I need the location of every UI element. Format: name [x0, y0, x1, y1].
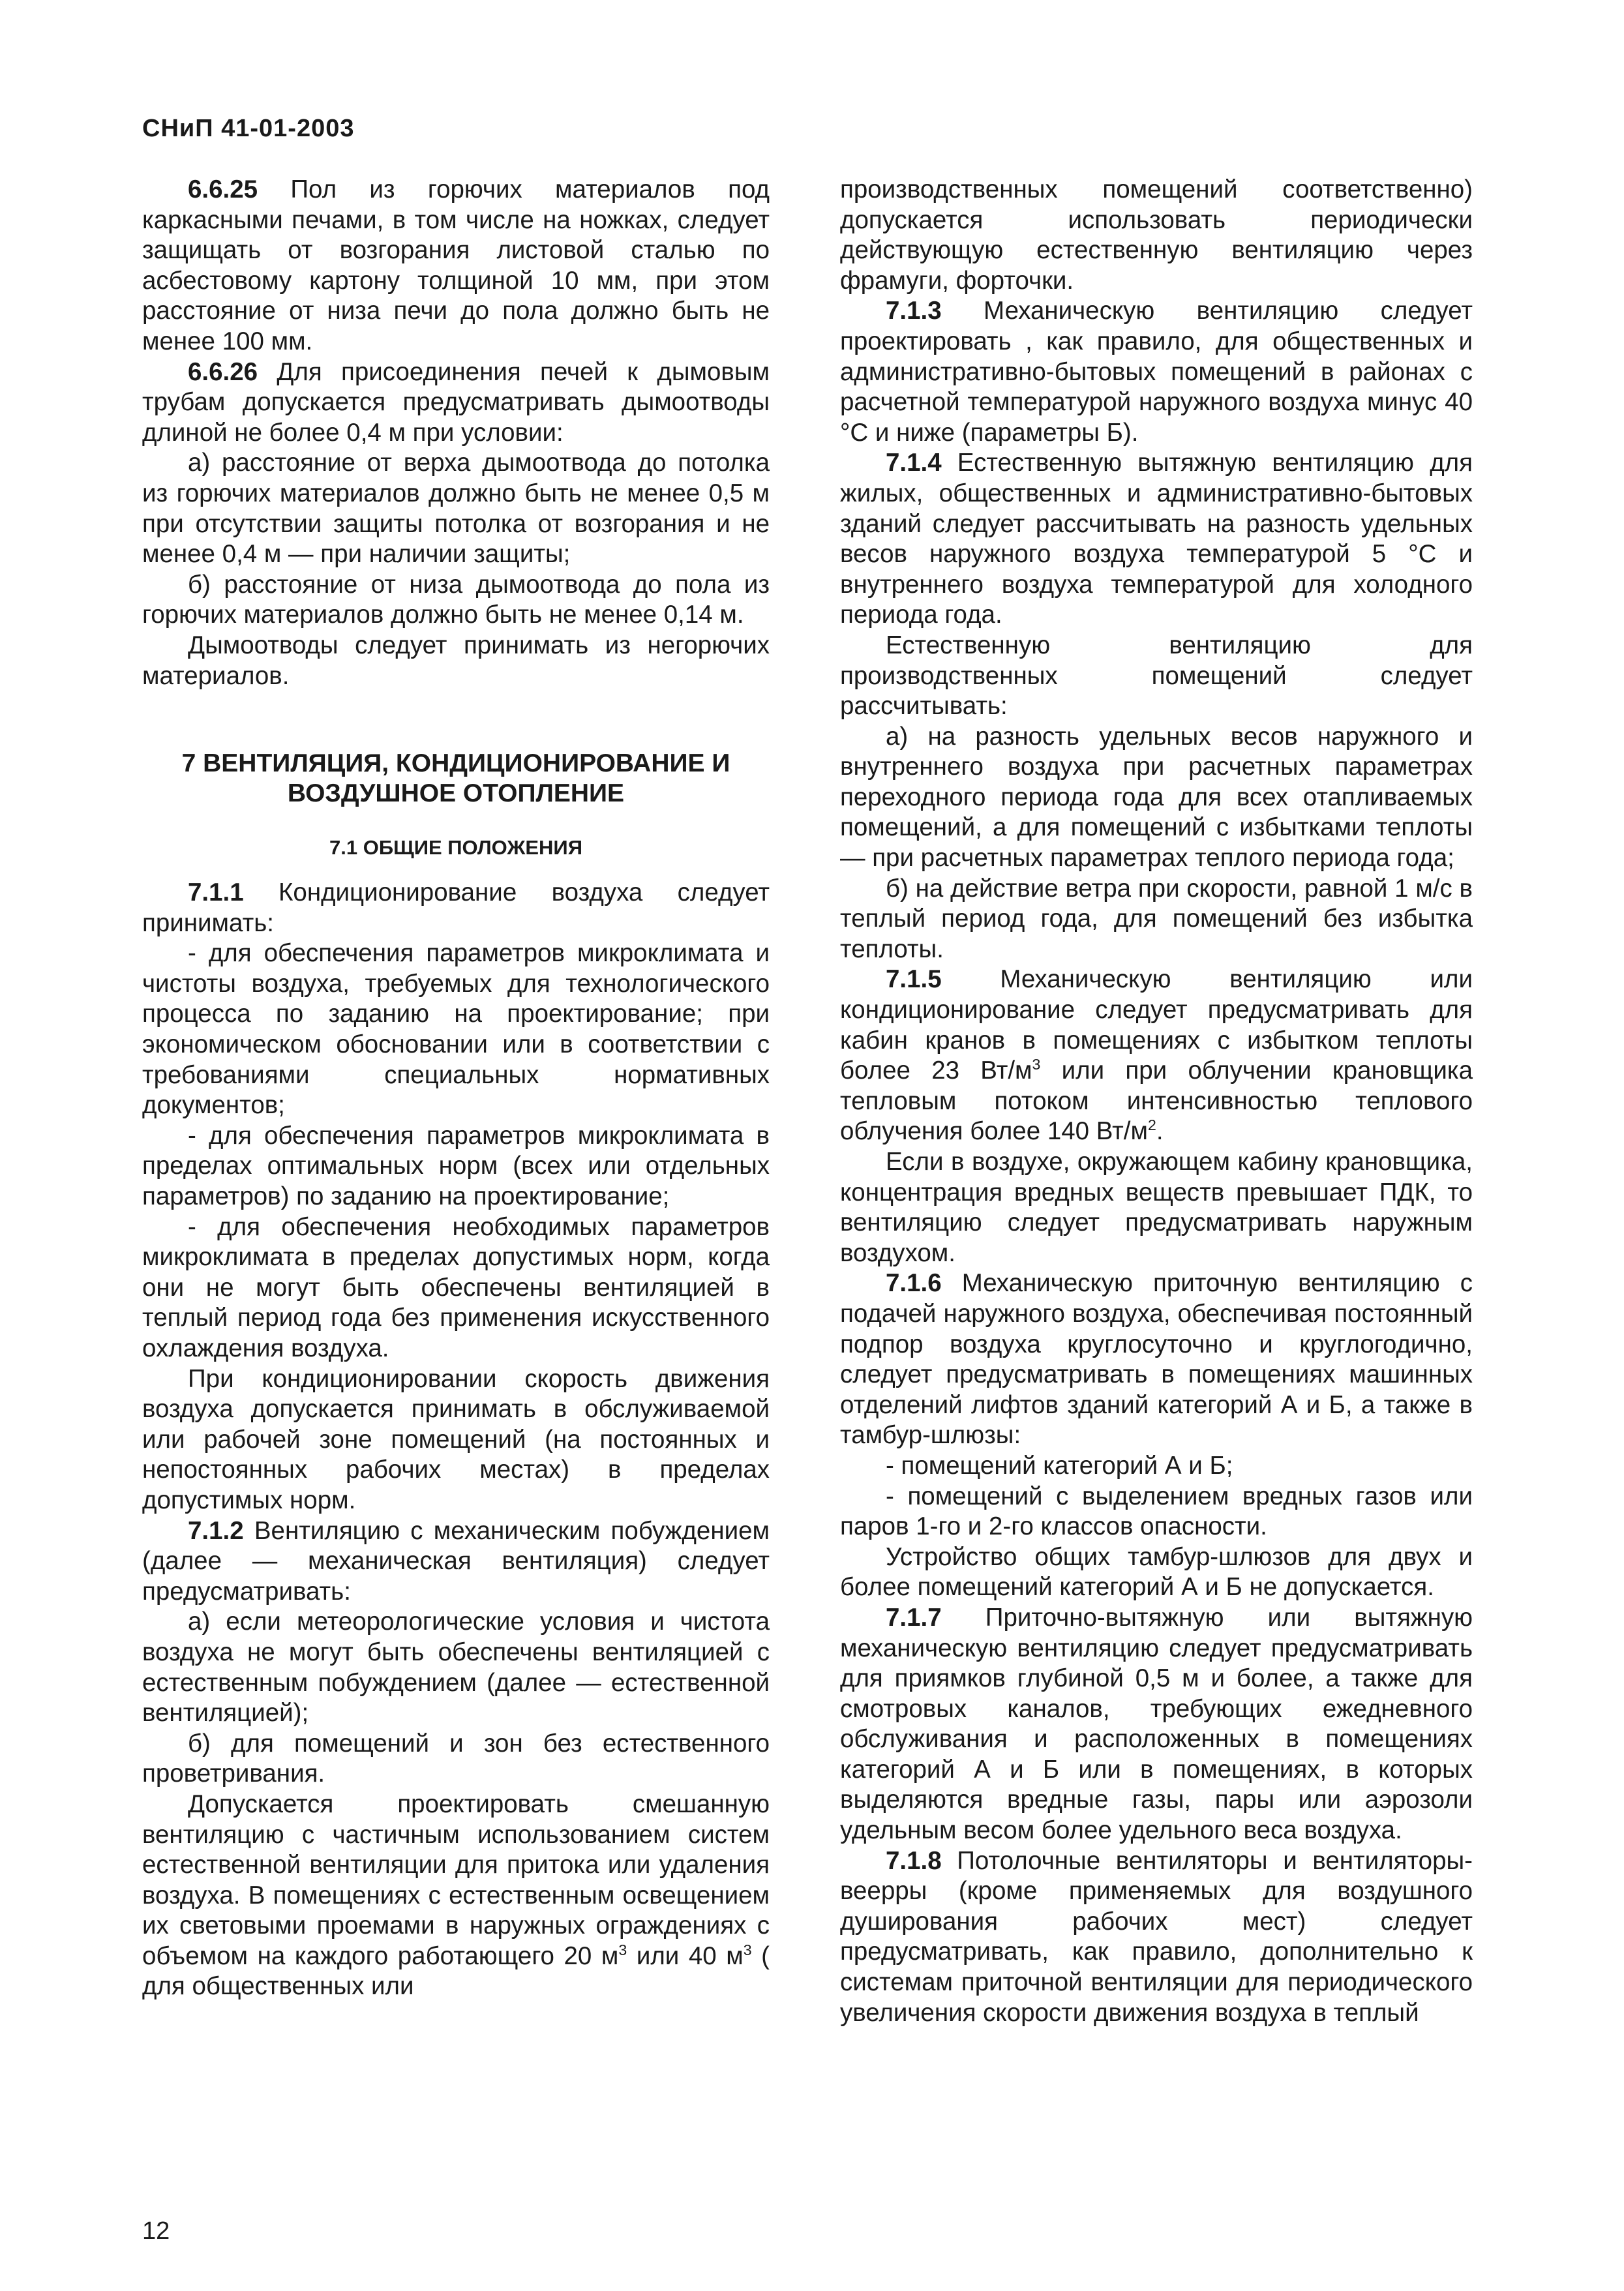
clause-text: Для присоединения печей к дымовым трубам допускается предусматривать дымоотводы длиной не более 0,4 м при условии:: [142, 357, 770, 447]
clause-text: .: [1156, 1117, 1164, 1146]
clause-6-6-26: [142, 357, 770, 449]
superscript: 3: [743, 1941, 752, 1959]
clause-7-1-5: [840, 965, 1473, 1147]
left-column: [142, 175, 770, 2002]
clause-text: Приточно-вытяжную или вытяжную механическую вентиляцию следует предусматривать для приямков глубиной 0,5 м и более, а также для смотровых каналов, требующих ежедневного обслуживания и расположенных в помещениях категорий А и Б или в помещениях, в которых выделяются вредные газы, пары или аэрозоли удельным весом более удельного веса воздуха.: [840, 1603, 1473, 1845]
clause-text: Потолочные вентиляторы и вентиляторы-веерры (кроме применяемых для воздушного душирования рабочих мест) следует предусматривать, как правило, дополнительно к системам приточной вентиляции для периодического увеличения скорости движения воздуха в теплый: [840, 1846, 1473, 2027]
paragraph: Естественную вентиляцию для производственных помещений следует рассчитывать:: [840, 631, 1473, 721]
clause-number: 7.1.3: [886, 297, 942, 325]
clause-item-b: б) для помещений и зон без естественного проветривания.: [142, 1729, 770, 1788]
clause-7-1-8: [840, 1846, 1473, 2029]
clause-text: Механическую приточную вентиляцию с подачей наружного воздуха, обеспечивая постоянный подпор воздуха круглосуточно и круглогодично, следует предусматривать в помещениях машинных отделений лифтов зданий категорий А и Б, а также в тамбур-шлюзы:: [840, 1269, 1473, 1450]
clause-item-b: б) расстояние от низа дымоотвода до пола из горючих материалов должно быть не менее 0,14 м.: [142, 570, 770, 629]
clause-number: 6.6.26: [188, 357, 258, 386]
list-item: - помещений с выделением вредных газов или паров 1-го и 2-го классов опасности.: [840, 1482, 1473, 1541]
clause-7-1-4: [840, 448, 1473, 631]
clause-text: Механическую вентиляцию или кондиционирование следует предусматривать для кабин кранов в помещениях с избытком теплоты более 23 Вт/м: [840, 965, 1473, 1085]
clause-text: Механическую вентиляцию следует проектировать , как правило, для общественных и административно-бытовых помещений в районах с расчетной температурой наружного воздуха минус 40 °С и ниже (параметры Б).: [840, 297, 1473, 447]
document-code-header: СНиП 41-01-2003: [142, 115, 355, 142]
list-item: - для обеспечения необходимых параметров микроклимата в пределах допустимых норм, когда они не могут быть обеспечены вентиляцией в теплый период года без применения искусственного охлаждения воздуха.: [142, 1212, 770, 1362]
clause-item-a: а) расстояние от верха дымоотвода до потолка из горючих материалов должно быть не менее 0,5 м при отсутствии защиты потолка от возгорания и не менее 0,4 м — при наличии защиты;: [142, 449, 770, 569]
clause-number: 7.1.1: [188, 878, 244, 907]
text-run: ( для общественных или: [142, 1941, 770, 2001]
clause-7-1-2: [142, 1516, 770, 1608]
list-item: - для обеспечения параметров микроклимата в пределах оптимальных норм (всех или отдельных параметров) по заданию на проектирование;: [142, 1121, 770, 1211]
superscript: 3: [618, 1941, 627, 1959]
superscript: 3: [1032, 1056, 1041, 1073]
clause-number: 7.1.6: [886, 1269, 942, 1298]
list-item: - помещений категорий А и Б;: [886, 1451, 1233, 1480]
superscript: 2: [1147, 1116, 1156, 1134]
clause-number: 7.1.2: [188, 1516, 244, 1545]
clause-text: или при облучении крановщика тепловым потоком интенсивностью теплового облучения более 140 Вт/м: [840, 1056, 1473, 1146]
text-run: Допускается проектировать смешанную вентиляцию с частичным использованием систем естественной вентиляции для притока или удаления воздуха. В помещениях с естественным освещением их световыми проемами в наружных ограждениях с объемом на каждого работающего 20 м: [142, 1789, 770, 1970]
clause-text: Пол из горючих материалов под каркасными печами, в том числе на ножках, следует защищать от возгорания листовой сталью по асбестовому картону толщиной 10 мм, при этом расстояние от низа печи до пола должно быть не менее 100 мм.: [142, 175, 770, 355]
list-item: - для обеспечения параметров микроклимата и чистоты воздуха, требуемых для технологического процесса по заданию на проектирование; при экономическом обосновании или в соответствии с требованиями специальных нормативных документов;: [142, 939, 770, 1120]
clause-text: Кондиционирование воздуха следует принимать:: [142, 878, 770, 937]
clause-number: 7.1.8: [886, 1846, 942, 1875]
clause-7-1-3: [840, 296, 1473, 448]
paragraph: Устройство общих тамбур-шлюзов для двух и более помещений категорий А и Б не допускается.: [840, 1542, 1473, 1602]
clause-item-a: а) на разность удельных весов наружного и внутреннего воздуха при расчетных параметрах переходного периода года для всех отапливаемых помещений, а для помещений с избытками теплоты — при расчетных параметрах теплого периода года;: [840, 722, 1473, 873]
clause-item-b: б) на действие ветра при скорости, равной 1 м/с в теплый период года, для помещений без избытка теплоты.: [840, 874, 1473, 963]
clause-7-1-6: [840, 1268, 1473, 1451]
clause-number: 7.1.4: [886, 449, 942, 477]
paragraph: [142, 1789, 770, 2002]
right-column: [840, 175, 1473, 2028]
section-title: 7 ВЕНТИЛЯЦИЯ, КОНДИЦИОНИРОВАНИЕ И ВОЗДУШНОЕ ОТОПЛЕНИЕ: [181, 749, 730, 808]
clause-item-a: а) если метеорологические условия и чистота воздуха не могут быть обеспечены вентиляцией с естественным побуждением (далее — естественной вентиляцией);: [142, 1608, 770, 1728]
text-run: или 40 м: [627, 1941, 744, 1970]
clause-number: 7.1.5: [886, 965, 942, 994]
clause-text: Естественную вытяжную вентиляцию для жилых, общественных и административно-бытовых зданий следует рассчитывать на разность удельных весов наружного воздуха температурой 5 °С и внутреннего воздуха температурой для холодного периода года.: [840, 449, 1473, 629]
clause-text: Вентиляцию с механическим побуждением (далее — механическая вентиляция) следует предусматривать:: [142, 1516, 770, 1606]
paragraph: Дымоотводы следует принимать из негорючих материалов.: [142, 631, 770, 690]
clause-number: 7.1.7: [886, 1603, 942, 1632]
clause-7-1-7: [840, 1603, 1473, 1846]
page-number: 12: [142, 2217, 170, 2245]
paragraph: При кондиционировании скорость движения воздуха допускается принимать в обслуживаемой или рабочей зоне помещений (на постоянных и непостоянных рабочих местах) в пределах допустимых норм.: [142, 1364, 770, 1514]
paragraph: Если в воздухе, окружающем кабину крановщика, концентрация вредных веществ превышает ПДК, то вентиляцию следует предусматривать наружным воздухом.: [840, 1148, 1473, 1267]
clause-number: 6.6.25: [188, 175, 258, 203]
clause-6-6-25: [142, 175, 770, 357]
subsection-title: 7.1 ОБЩИЕ ПОЛОЖЕНИЯ: [329, 836, 582, 860]
paragraph-continuation: производственных помещений соответственно) допускается использовать периодически действующую естественную вентиляцию через фрамуги, форточки.: [840, 175, 1473, 295]
clause-7-1-1: [142, 878, 770, 938]
